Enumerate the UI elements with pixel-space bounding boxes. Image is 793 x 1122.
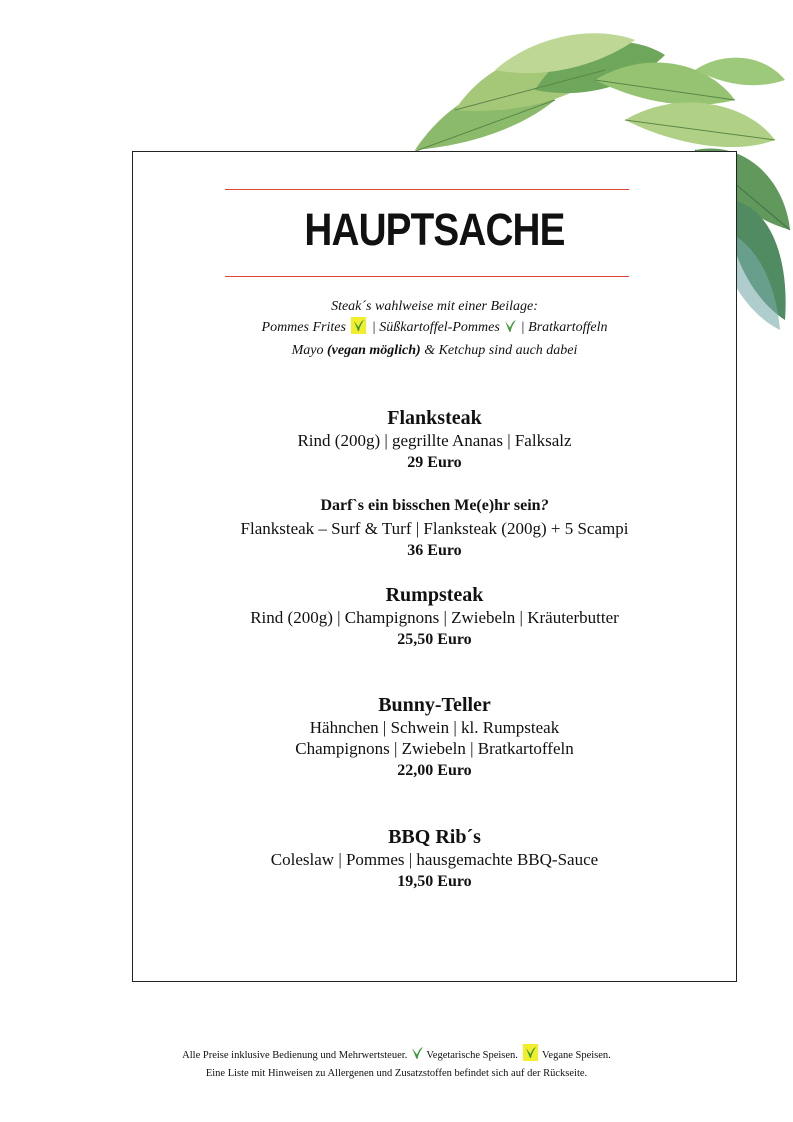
item-desc: Rind (200g) | Champignons | Zwiebeln | Kräuterbutter: [250, 608, 619, 627]
item-desc: Champignons | Zwiebeln | Bratkartoffeln: [295, 739, 574, 758]
item-price: 22,00 Euro: [397, 762, 472, 779]
vegan-v-icon: [351, 317, 366, 334]
menu-item-bbq-ribs: [133, 825, 736, 893]
item-name: BBQ Rib´s: [388, 826, 481, 848]
item-name-suffix: ?: [540, 497, 549, 514]
intro-pommes: Pommes Frites: [261, 320, 346, 335]
item-name: [133, 494, 736, 518]
intro-bratkartoffeln: | Bratkartoffeln: [520, 320, 608, 335]
item-desc: Hähnchen | Schwein | kl. Rumpsteak: [309, 718, 560, 737]
vegetarian-v-icon: [410, 1045, 424, 1066]
intro-suesskartoffel: | Süßkartoffel-Pommes: [371, 320, 500, 335]
menu-item-flanksteak: [133, 406, 736, 474]
footer-line-2: Eine Liste mit Hinweisen zu Allergenen und Zusatzstoffen befindet sich auf der Rückseite.: [205, 1068, 588, 1079]
item-name: Bunny-Teller: [378, 694, 491, 716]
menu-item-surf-turf: [133, 494, 736, 562]
intro-line-1: Steak´s wahlweise mit einer Beilage:: [331, 299, 538, 314]
item-desc: Flanksteak – Surf & Turf | Flanksteak (200g) + 5 Scampi: [240, 519, 629, 538]
item-desc: Coleslaw | Pommes | hausgemachte BBQ-Sauce: [270, 850, 599, 869]
title-rule-top: [225, 189, 629, 190]
vegan-v-icon: [523, 1044, 538, 1061]
footer-vegan: Vegane Speisen.: [541, 1050, 611, 1061]
item-name: Rumpsteak: [385, 584, 484, 606]
menu-item-rumpsteak: [133, 583, 736, 651]
side-dish-intro: [133, 297, 736, 361]
item-price: 36 Euro: [407, 542, 462, 559]
title-rule-bottom: [225, 276, 629, 277]
footer-vegetarian: Vegetarische Speisen.: [426, 1050, 518, 1061]
item-price: 19,50 Euro: [397, 873, 472, 890]
menu-card: [132, 151, 737, 982]
footer-line-1: [0, 1044, 793, 1066]
footer-note: [0, 1044, 793, 1081]
vegetarian-v-icon: [503, 318, 517, 341]
item-price: 25,50 Euro: [397, 631, 472, 648]
item-name: Flanksteak: [387, 407, 482, 429]
menu-item-bunny-teller: [133, 693, 736, 782]
footer-prices: Alle Preise inklusive Bedienung und Mehrwertsteuer.: [182, 1050, 408, 1061]
intro-vegan-possible: (vegan möglich): [326, 343, 421, 358]
intro-ketchup: & Ketchup sind auch dabei: [424, 343, 578, 358]
item-desc: Rind (200g) | gegrillte Ananas | Falksalz: [297, 431, 572, 450]
intro-line-2: [133, 317, 736, 341]
item-price: 29 Euro: [407, 454, 462, 471]
page-title: HAUPTSACHE: [304, 204, 565, 255]
intro-mayo: Mayo: [291, 343, 324, 358]
item-name-text: Darf`s ein bisschen Me(e)hr sein: [320, 497, 541, 514]
intro-line-3: [133, 341, 736, 361]
